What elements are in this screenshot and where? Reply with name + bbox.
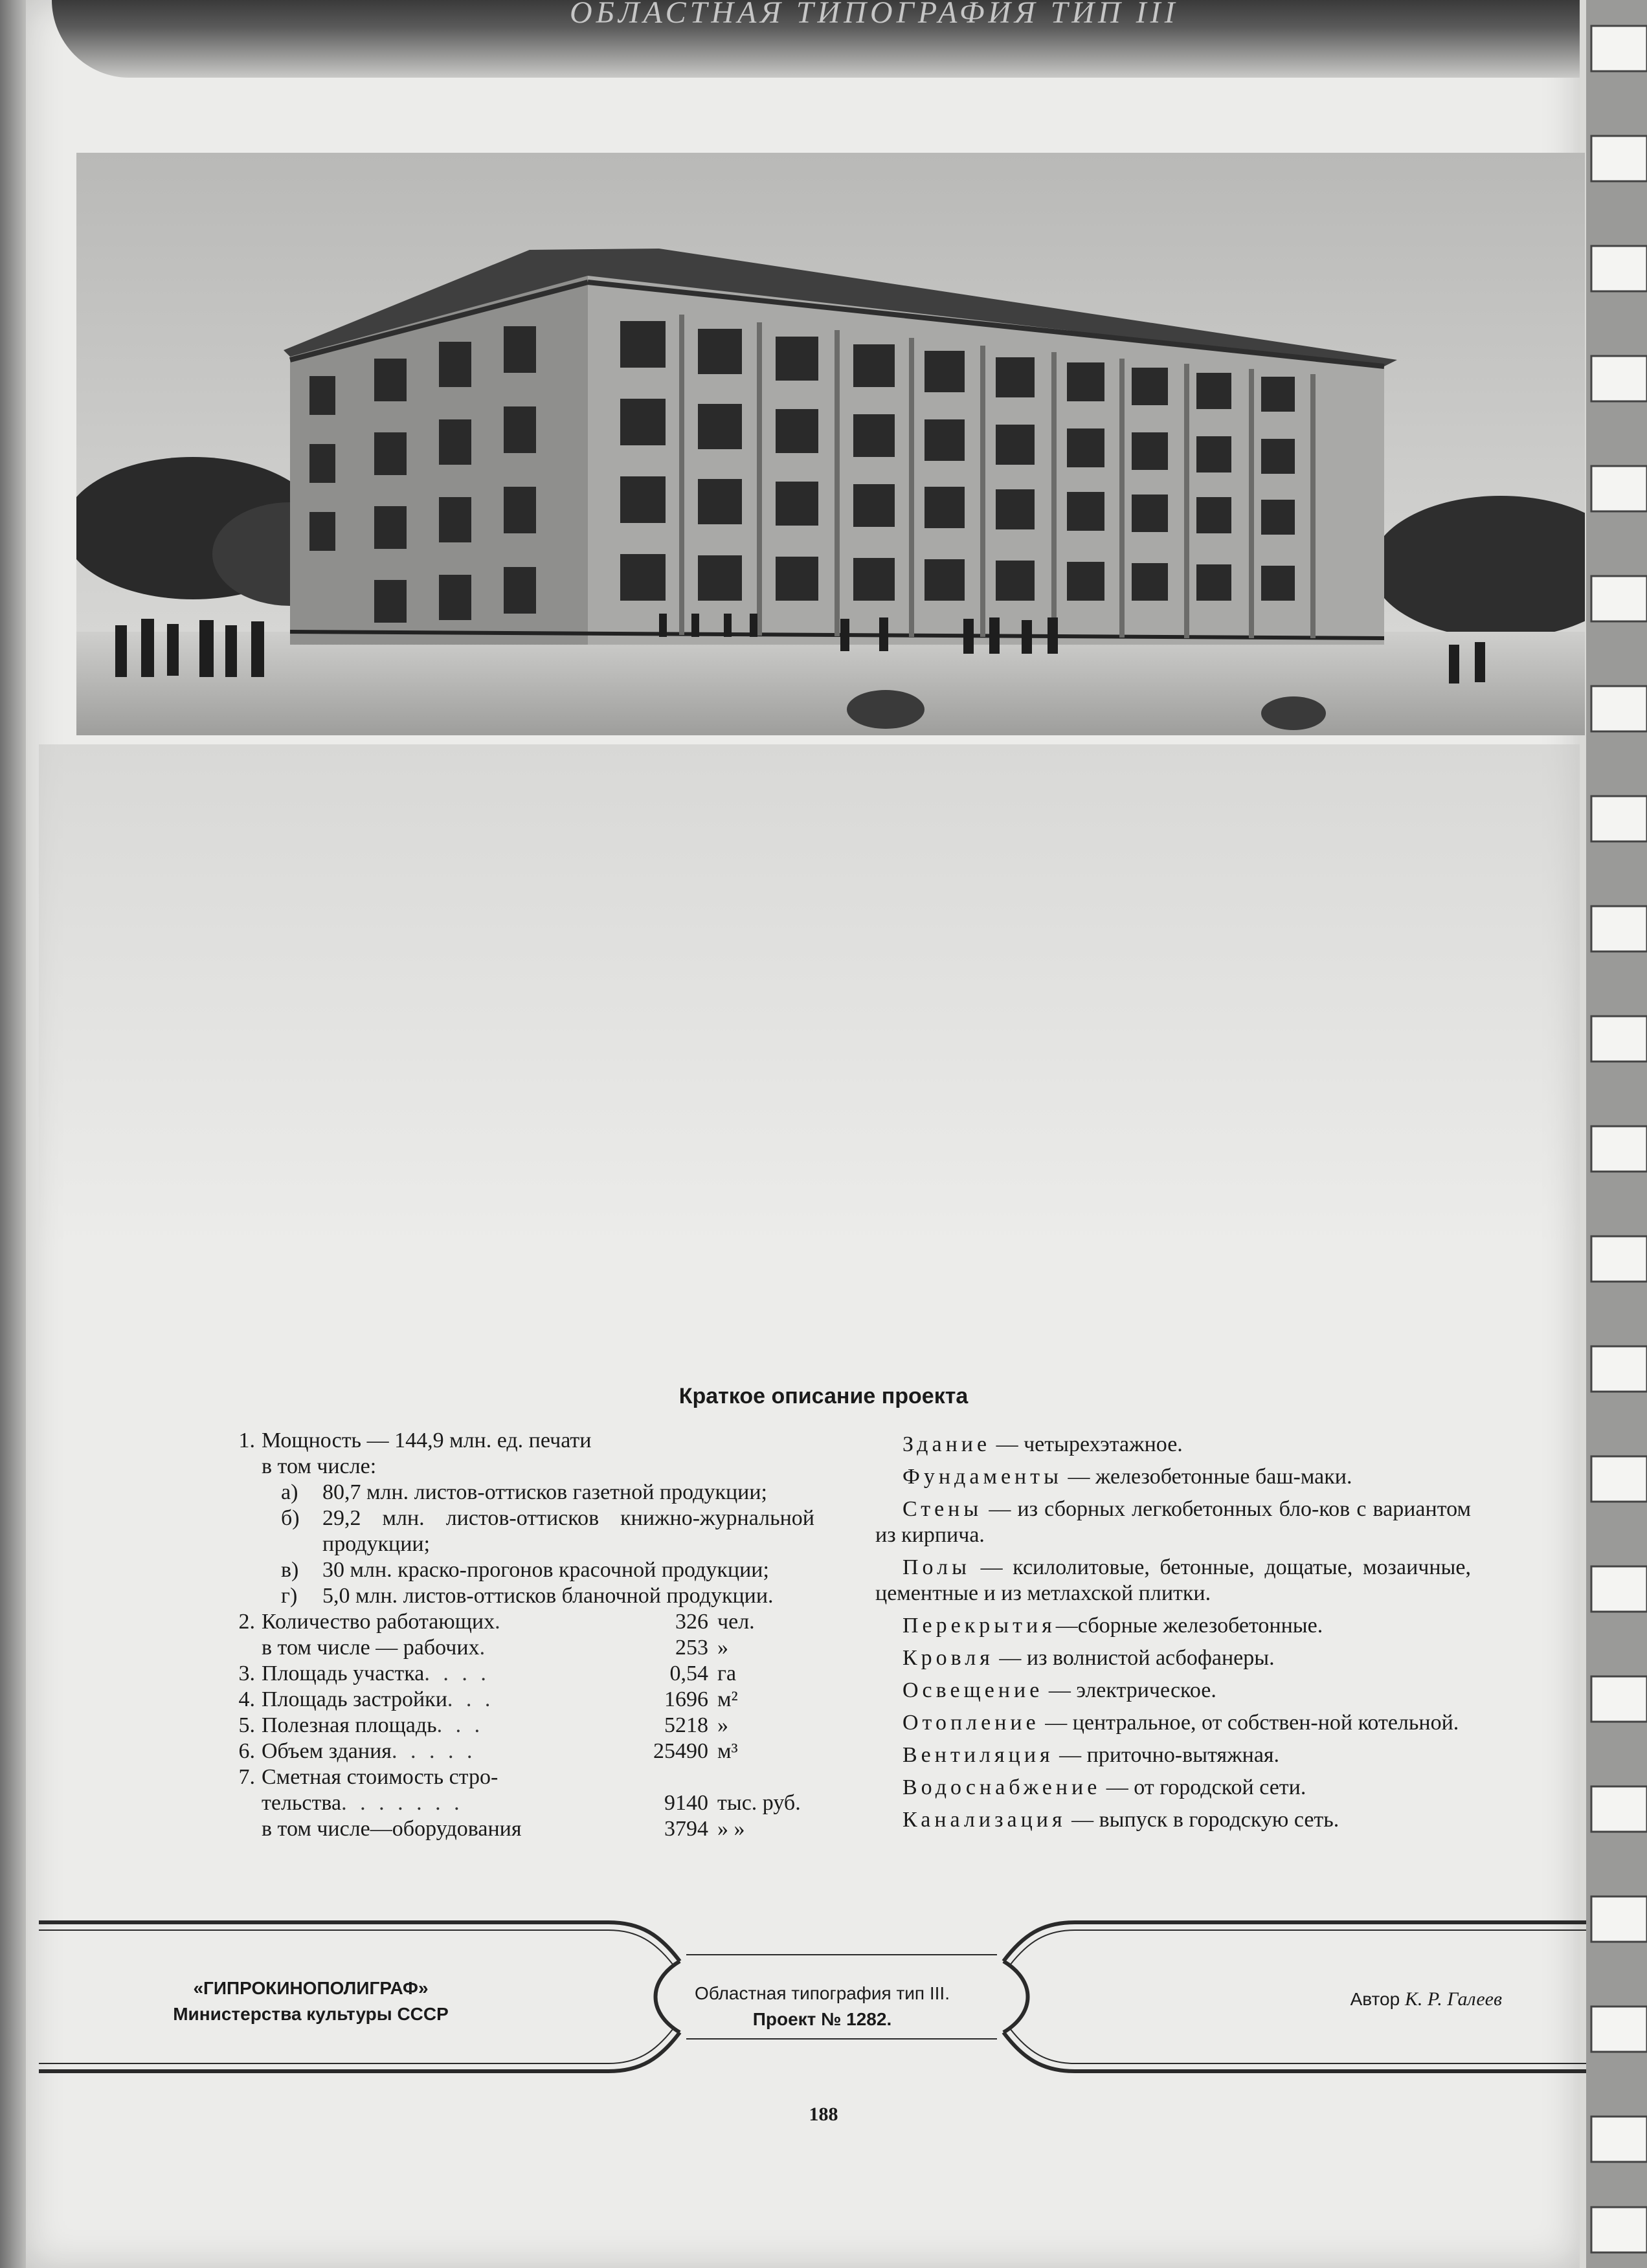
spec-paragraph	[875, 1496, 1471, 1548]
spec-text: — центральное, от собствен-ной котельной.	[1039, 1711, 1459, 1735]
spec-term: Стены	[902, 1497, 983, 1521]
spec-text: —сборные железобетонные.	[1055, 1614, 1323, 1638]
leader-dots: . . . .	[424, 1662, 490, 1685]
stat-value: 1696	[664, 1687, 708, 1711]
description-right-column	[875, 1432, 1471, 1840]
project-number: Проект № 1282.	[752, 2009, 892, 2029]
stat-value: 9140	[664, 1791, 708, 1815]
stat-value: 25490	[653, 1739, 708, 1763]
item-number: 2.	[238, 1610, 255, 1634]
page-left-edge	[0, 0, 26, 2268]
item-7-line1: Сметная стоимость стро-	[262, 1765, 499, 1789]
item-number: 1.	[238, 1429, 255, 1452]
stat-row	[219, 1816, 814, 1842]
stat-label: Площадь участка	[262, 1662, 425, 1685]
stat-unit: м²	[717, 1687, 738, 1711]
item-7	[219, 1764, 814, 1790]
stat-row	[219, 1635, 814, 1661]
leader-dots: . . . . . . .	[341, 1791, 464, 1815]
stat-row	[219, 1713, 814, 1739]
stat-value: 0,54	[669, 1662, 708, 1685]
sub-item	[219, 1506, 814, 1557]
item-1	[219, 1428, 814, 1454]
stat-row	[219, 1790, 814, 1816]
sub-item	[219, 1480, 814, 1506]
spec-text: — из сборных легкобетонных бло-ков с вариантом из кирпича.	[875, 1497, 1471, 1547]
building-illustration	[76, 153, 1585, 735]
description-title: Краткое описание проекта	[678, 1384, 969, 1408]
leader-dots: .	[495, 1610, 504, 1634]
spec-term: Фундаменты	[902, 1465, 1062, 1489]
spec-text: — от городской сети.	[1101, 1775, 1306, 1799]
stat-label: Полезная площадь	[262, 1713, 437, 1737]
sub-item-text: 29,2 млн. листов-оттисков книжно-журнальной продукции;	[322, 1506, 814, 1556]
leader-dots: .	[479, 1636, 489, 1660]
spec-paragraph	[875, 1775, 1471, 1801]
stat-row	[219, 1609, 814, 1635]
footer-organization	[129, 1975, 492, 2027]
spec-term: Водоснабжение	[902, 1775, 1101, 1799]
stat-unit: м³	[717, 1739, 738, 1763]
page-number: 188	[809, 2104, 838, 2125]
spec-paragraph	[875, 1742, 1471, 1768]
stat-value: 3794	[664, 1817, 708, 1841]
item-number: 5.	[238, 1713, 255, 1737]
spec-paragraph	[875, 1645, 1471, 1671]
spec-text: — выпуск в городскую сеть.	[1066, 1808, 1339, 1832]
sub-item-letter: в)	[281, 1558, 299, 1582]
stat-unit: га	[717, 1662, 737, 1685]
stat-row	[219, 1739, 814, 1764]
spec-paragraph	[875, 1807, 1471, 1833]
sub-item-text: 30 млн. краско-прогонов красочной продукции;	[322, 1558, 769, 1582]
spec-text: — четырехэтажное.	[991, 1432, 1183, 1456]
spec-text: — из волнистой асбофанеры.	[993, 1646, 1275, 1670]
item-number: 6.	[238, 1739, 255, 1763]
spec-paragraph	[875, 1710, 1471, 1736]
spec-paragraph	[875, 1613, 1471, 1639]
spec-term: Вентиляция	[902, 1743, 1054, 1767]
stat-label: в том числе—оборудования	[262, 1817, 522, 1841]
stat-unit: »	[717, 1713, 728, 1737]
sub-item	[219, 1557, 814, 1583]
footer-project	[647, 1981, 997, 2032]
spec-text: — электрическое.	[1043, 1678, 1216, 1702]
stat-label: Объем здания	[262, 1739, 392, 1763]
footer-author	[1230, 1988, 1502, 2010]
spec-paragraph	[875, 1464, 1471, 1490]
spec-term: Перекрытия	[902, 1614, 1056, 1638]
item-1-line1: Мощность — 144,9 млн. ед. печати	[262, 1429, 592, 1452]
author-name: К. Р. Галеев	[1404, 1988, 1502, 2010]
spec-text: — ксилолитовые, бетонные, дощатые, мозаичные, цементные и из метлахской плитки.	[875, 1555, 1471, 1605]
item-1-line2: в том числе:	[262, 1454, 377, 1478]
description-left-column	[219, 1428, 814, 1842]
stat-value: 326	[675, 1610, 708, 1634]
sub-item-text: 80,7 млн. листов-оттисков газетной продукции;	[322, 1480, 767, 1504]
stat-unit: тыс. руб.	[717, 1791, 801, 1815]
sub-item-letter: а)	[281, 1480, 298, 1504]
spec-term: Здание	[902, 1432, 991, 1456]
spec-term: Канализация	[902, 1808, 1066, 1832]
spec-term: Полы	[902, 1555, 970, 1579]
spiral-binding	[1586, 0, 1647, 2268]
stat-value: 253	[675, 1636, 708, 1660]
stat-value: 5218	[664, 1713, 708, 1737]
item-number: 7.	[238, 1765, 255, 1789]
stat-row	[219, 1661, 814, 1687]
spec-text: — железобетонные баш-маки.	[1062, 1465, 1352, 1489]
stat-label: в том числе — рабочих	[262, 1636, 480, 1660]
spec-term: Кровля	[902, 1646, 994, 1670]
org-name: «ГИПРОКИНОПОЛИГРАФ»	[193, 1978, 429, 1998]
item-number: 4.	[238, 1687, 255, 1711]
show-through-area	[39, 744, 1580, 1249]
project-name: Областная типография тип III.	[695, 1983, 950, 2003]
leader-dots: . . . . .	[391, 1739, 476, 1763]
stat-label: Количество работающих	[262, 1610, 495, 1634]
spec-paragraph	[875, 1432, 1471, 1458]
stat-label: Площадь застройки	[262, 1687, 447, 1711]
stat-unit: »	[717, 1636, 728, 1660]
spec-paragraph	[875, 1555, 1471, 1606]
spec-term: Освещение	[902, 1678, 1044, 1702]
sub-item-letter: б)	[281, 1506, 300, 1530]
spec-term: Отопление	[902, 1711, 1040, 1735]
stat-row	[219, 1687, 814, 1713]
item-number: 3.	[238, 1662, 255, 1685]
leader-dots: . . .	[436, 1713, 484, 1737]
sub-item-text: 5,0 млн. листов-оттисков бланочной продукции.	[322, 1584, 774, 1608]
header-title: ОБЛАСТНАЯ ТИПОГРАФИЯ ТИП III	[570, 0, 1179, 30]
leader-dots: . . .	[447, 1687, 495, 1711]
stat-unit: чел.	[717, 1610, 755, 1634]
sub-item-letter: г)	[281, 1584, 298, 1608]
stat-label: тельства	[262, 1791, 342, 1815]
spec-paragraph	[875, 1678, 1471, 1704]
stat-unit: » »	[717, 1817, 745, 1841]
author-label: Автор	[1350, 1989, 1400, 2009]
org-ministry: Министерства культуры СССР	[173, 2004, 449, 2024]
sub-item	[219, 1583, 814, 1609]
spec-text: — приточно-вытяжная.	[1053, 1743, 1280, 1767]
